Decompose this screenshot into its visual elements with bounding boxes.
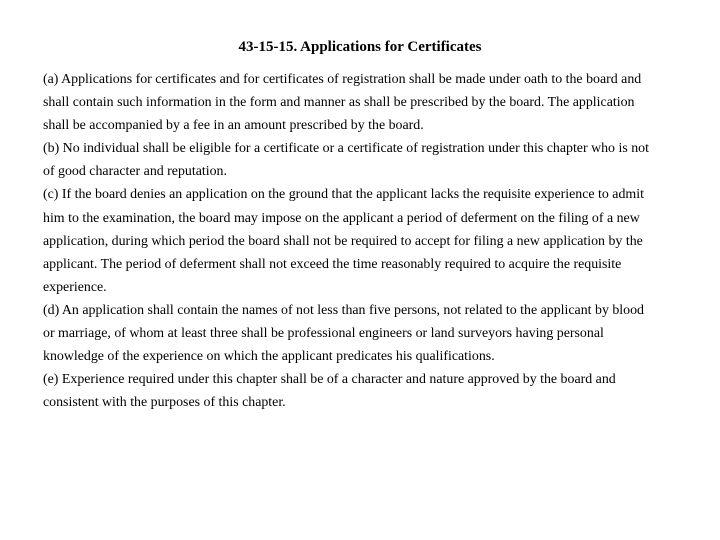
paragraph-b: (b) No individual shall be eligible for a certificate or a certificate of registration under this chapter who is not of good character and reputation. — [43, 141, 649, 180]
document-body — [43, 68, 655, 414]
paragraph-c: (c) If the board denies an application on the ground that the applicant lacks the requisite experience to admit him to the examination, the board may impose on the applicant a period of deferment on the filing of a new application, during which period the board shall not be required to accept for filing a new application by the applicant. The period of deferment shall not exceed the time reasonably required to acquire the requisite experience. — [43, 187, 644, 295]
paragraph-a: (a) Applications for certificates and for certificates of registration shall be made under oath to the board and shall contain such information in the form and manner as shall be prescribed by the board. The application shall be accompanied by a fee in an amount prescribed by the board. — [43, 72, 642, 134]
page-title: 43-15-15. Applications for Certificates — [238, 39, 482, 55]
paragraph-e: (e) Experience required under this chapter shall be of a character and nature approved by the board and consistent with the purposes of this chapter. — [43, 372, 616, 411]
paragraph-d: (d) An application shall contain the names of not less than five persons, not related to the applicant by blood or marriage, of whom at least three shall be professional engineers or land surveyors having personal knowledge of the experience on which the applicant predicates his qualifications. — [43, 302, 645, 365]
